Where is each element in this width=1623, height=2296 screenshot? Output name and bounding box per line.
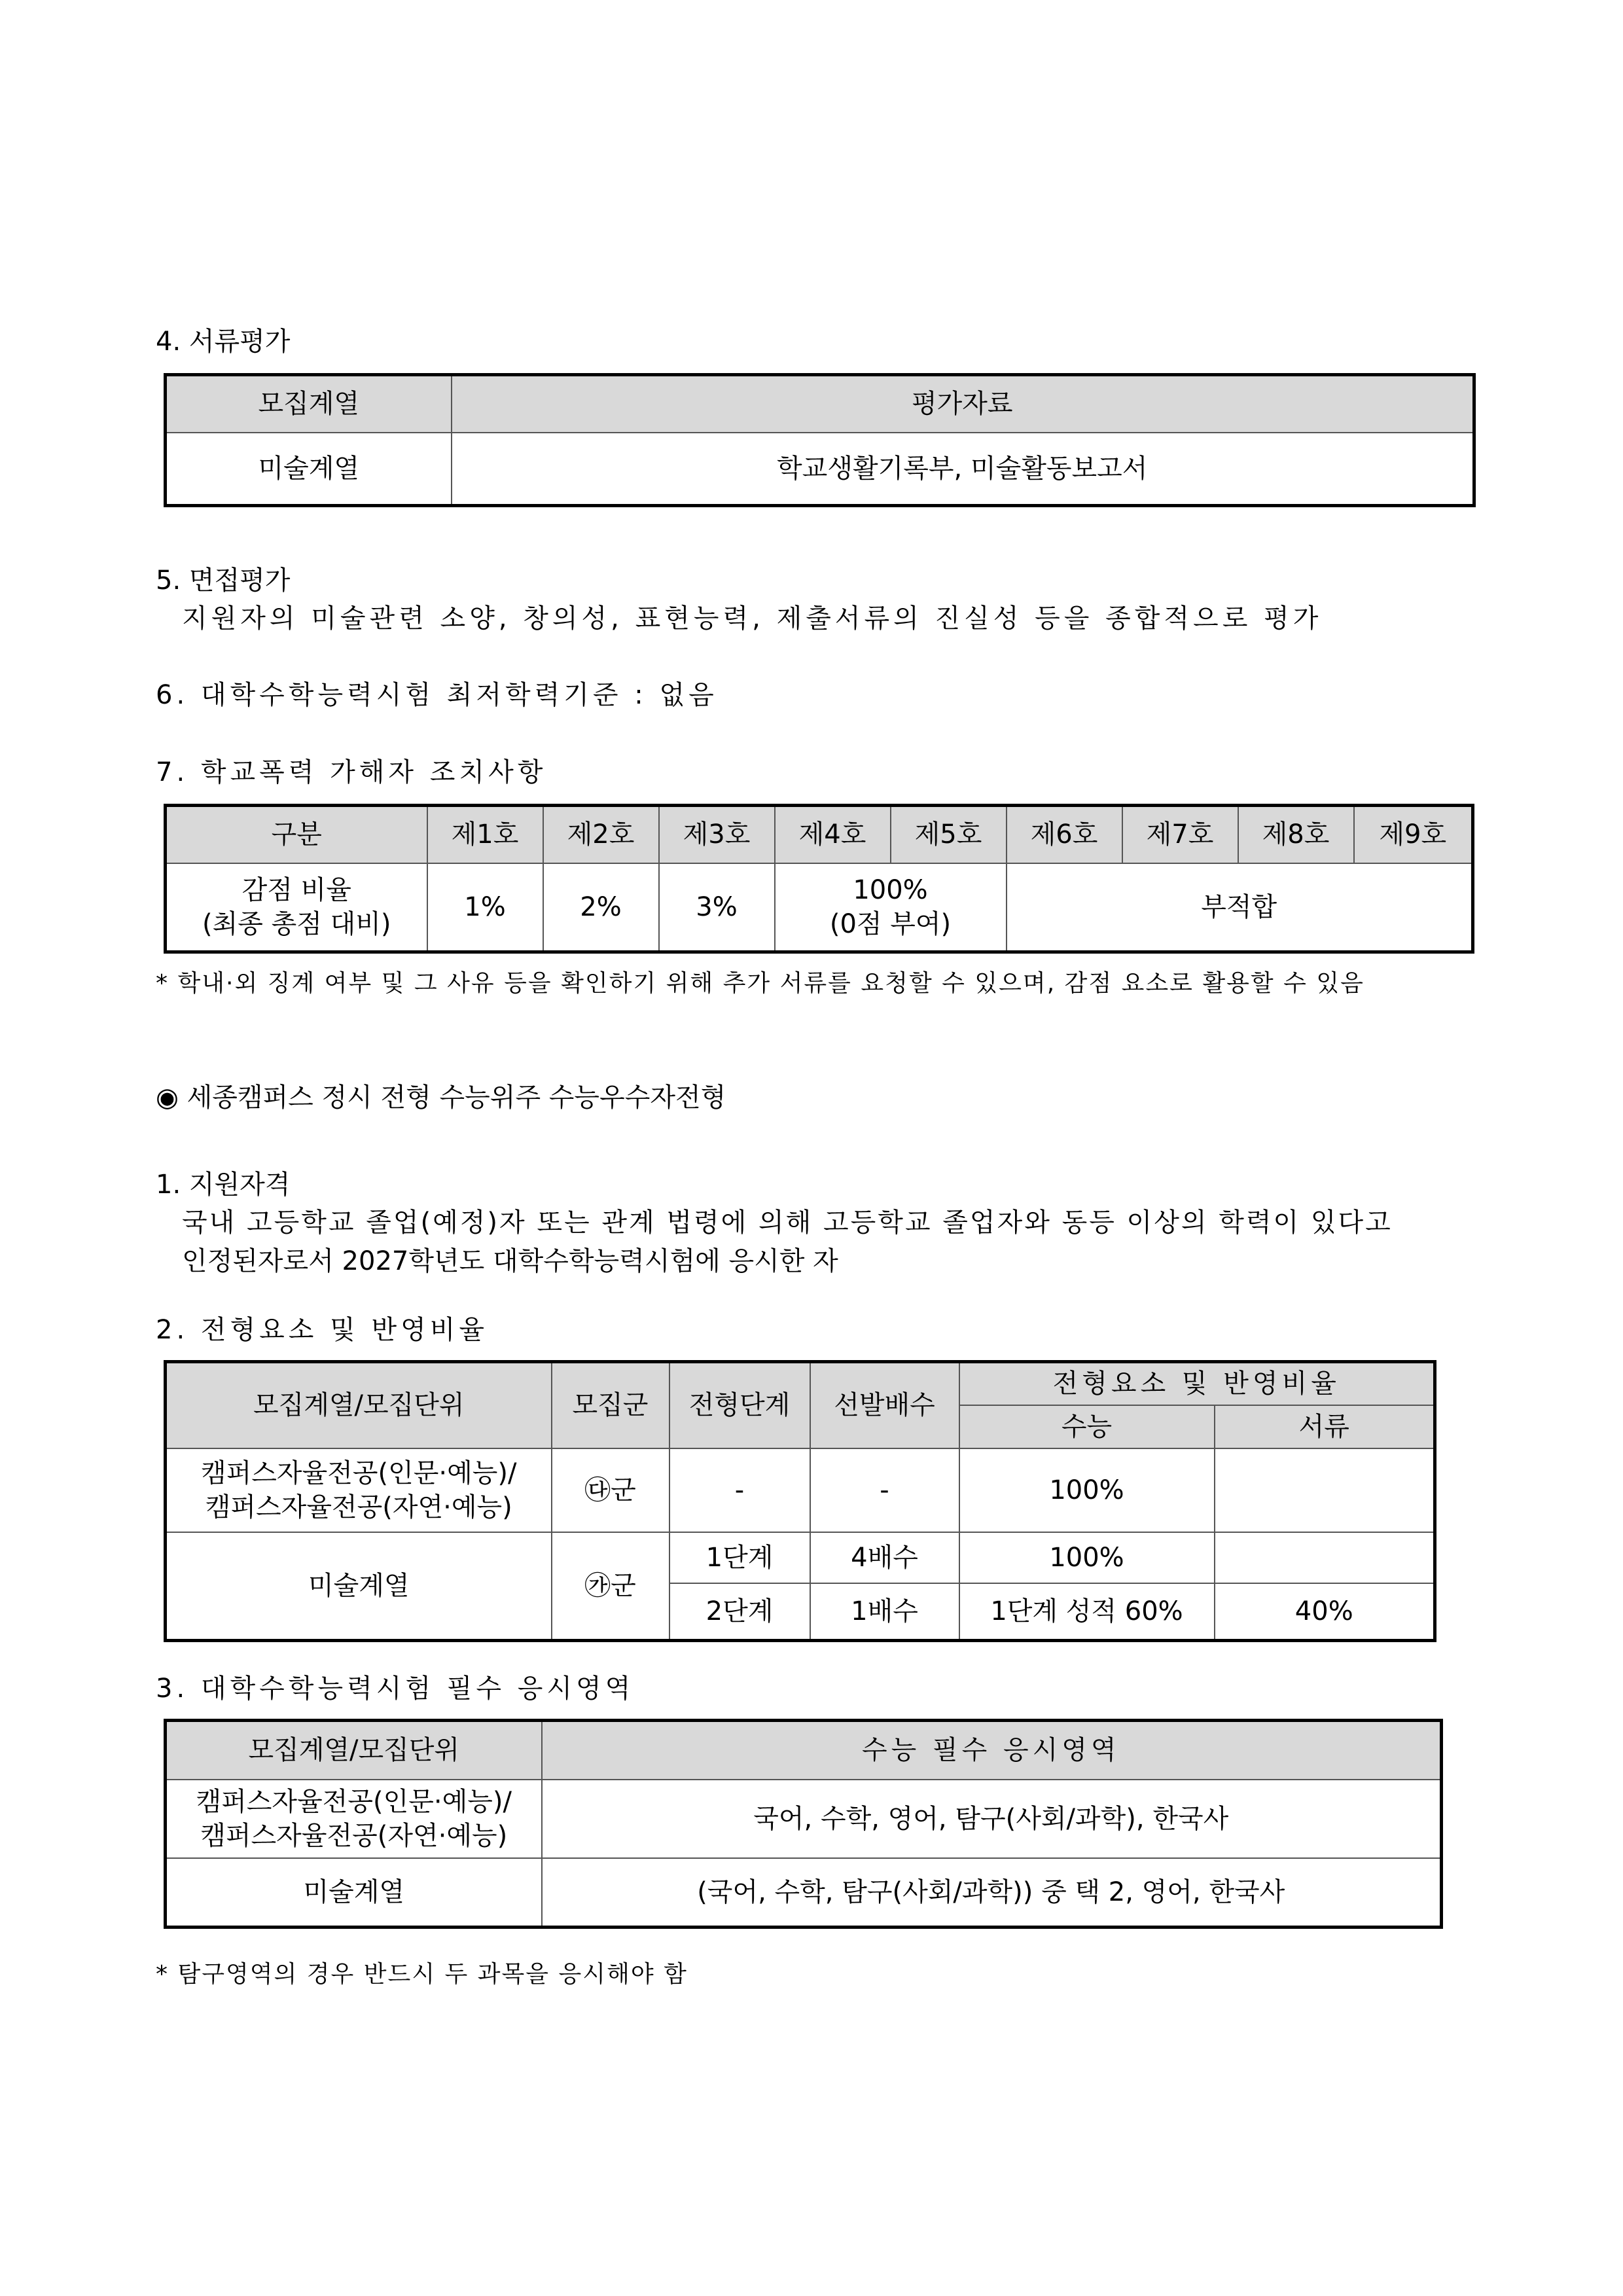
header-measure-8: 제8호 xyxy=(1238,806,1354,863)
cell-campus-suneung: 100% xyxy=(959,1448,1215,1532)
header-category: 구분 xyxy=(166,806,427,863)
header-unit: 모집계열/모집단위 xyxy=(166,1362,552,1448)
section-6-title: 6. 대학수학능력시험 최저학력기준 : 없음 xyxy=(156,680,718,710)
q3-campus-unit-line2: 캠퍼스자율전공(자연·예능) xyxy=(200,1820,508,1851)
cell-art-suneung-2: 1단계 성적 60% xyxy=(959,1583,1215,1641)
cell-eval-materials: 학교생활기록부, 미술활동보고서 xyxy=(452,433,1474,506)
header-suneung: 수능 xyxy=(959,1405,1215,1448)
cell-campus-group: ㉰군 xyxy=(552,1448,669,1532)
cell-art-group: ㉮군 xyxy=(552,1532,669,1641)
header-recruit-field: 모집계열 xyxy=(166,375,452,433)
header-multiple: 선발배수 xyxy=(810,1362,959,1448)
q3-campus-unit-line1: 캠퍼스자율전공(인문·예능)/ xyxy=(196,1786,512,1817)
cell-art-unit: 미술계열 xyxy=(166,1532,552,1641)
section-4-title: 4. 서류평가 xyxy=(156,327,291,357)
cell-q3-campus-unit xyxy=(166,1780,542,1858)
section-7-note: * 학내·외 징계 여부 및 그 사유 등을 확인하기 위해 추가 서류를 요청할 수 있으며, 감점 요소로 활용할 수 있음 xyxy=(156,970,1364,997)
selection-ratio-table xyxy=(164,1360,1436,1642)
cell-art-multiple-2: 1배수 xyxy=(810,1583,959,1641)
q2-title: 2. 전형요소 및 반영비율 xyxy=(156,1315,489,1345)
header-measure-5: 제5호 xyxy=(891,806,1007,863)
header-measure-7: 제7호 xyxy=(1122,806,1238,863)
measure-4-5-line2: (0점 부여) xyxy=(829,908,952,939)
campus-unit-line2: 캠퍼스자율전공(자연·예능) xyxy=(205,1492,512,1522)
cell-q3-campus-area: 국어, 수학, 영어, 탐구(사회/과학), 한국사 xyxy=(542,1780,1442,1858)
q1-line1: 국내 고등학교 졸업(예정)자 또는 관계 법령에 의해 고등학교 졸업자와 동등 이상의 학력이 있다고 xyxy=(182,1208,1393,1238)
q1-line2: 인정된자로서 2027학년도 대학수학능력시험에 응시한 자 xyxy=(182,1246,838,1276)
section-5-body: 지원자의 미술관련 소양, 창의성, 표현능력, 제출서류의 진실성 등을 종합적으로 평가 xyxy=(182,603,1323,634)
header-q3-area: 수능 필수 응시영역 xyxy=(542,1721,1442,1780)
cell-art-docs-1 xyxy=(1215,1532,1435,1583)
cell-campus-docs xyxy=(1215,1448,1435,1532)
jeongsi-heading: ◉ 세종캠퍼스 정시 전형 수능위주 수능우수자전형 xyxy=(156,1083,726,1113)
deduction-label-line1: 감점 비율 xyxy=(241,874,351,905)
cell-q3-art-area: (국어, 수학, 탐구(사회/과학)) 중 택 2, 영어, 한국사 xyxy=(542,1858,1442,1928)
header-measure-2: 제2호 xyxy=(543,806,659,863)
q1-title: 1. 지원자격 xyxy=(156,1170,291,1200)
header-group: 모집군 xyxy=(552,1362,669,1448)
header-measure-1: 제1호 xyxy=(427,806,543,863)
cell-campus-unit xyxy=(166,1448,552,1532)
cell-measure-1-value: 1% xyxy=(427,863,543,952)
q3-note: * 탐구영역의 경우 반드시 두 과목을 응시해야 함 xyxy=(156,1961,688,1988)
cell-deduction-label xyxy=(166,863,427,952)
document-evaluation-table xyxy=(164,373,1476,507)
cell-campus-stage: - xyxy=(669,1448,810,1532)
header-stage: 전형단계 xyxy=(669,1362,810,1448)
cell-campus-multiple: - xyxy=(810,1448,959,1532)
cell-art-multiple-1: 4배수 xyxy=(810,1532,959,1583)
cell-measure-4-5-value xyxy=(775,863,1007,952)
cell-measure-6-9-value: 부적합 xyxy=(1007,863,1473,952)
section-5-title: 5. 면접평가 xyxy=(156,565,291,596)
section-7-title: 7. 학교폭력 가해자 조치사항 xyxy=(156,757,547,787)
school-violence-table xyxy=(164,804,1474,954)
cell-art-docs-2: 40% xyxy=(1215,1583,1435,1641)
header-docs: 서류 xyxy=(1215,1405,1435,1448)
cell-measure-2-value: 2% xyxy=(543,863,659,952)
header-ratio: 전형요소 및 반영비율 xyxy=(959,1362,1435,1405)
q3-title: 3. 대학수학능력시험 필수 응시영역 xyxy=(156,1674,635,1704)
header-measure-4: 제4호 xyxy=(775,806,891,863)
header-measure-9: 제9호 xyxy=(1354,806,1473,863)
cell-art-field: 미술계열 xyxy=(166,433,452,506)
header-measure-3: 제3호 xyxy=(659,806,775,863)
cell-art-stage-1: 1단계 xyxy=(669,1532,810,1583)
measure-4-5-line1: 100% xyxy=(853,874,928,905)
required-areas-table xyxy=(164,1719,1443,1929)
header-eval-materials: 평가자료 xyxy=(452,375,1474,433)
cell-measure-3-value: 3% xyxy=(659,863,775,952)
campus-unit-line1: 캠퍼스자율전공(인문·예능)/ xyxy=(201,1458,517,1488)
deduction-label-line2: (최종 총점 대비) xyxy=(202,908,391,939)
header-measure-6: 제6호 xyxy=(1007,806,1122,863)
cell-art-stage-2: 2단계 xyxy=(669,1583,810,1641)
cell-art-suneung-1: 100% xyxy=(959,1532,1215,1583)
cell-q3-art-unit: 미술계열 xyxy=(166,1858,542,1928)
header-q3-unit: 모집계열/모집단위 xyxy=(166,1721,542,1780)
